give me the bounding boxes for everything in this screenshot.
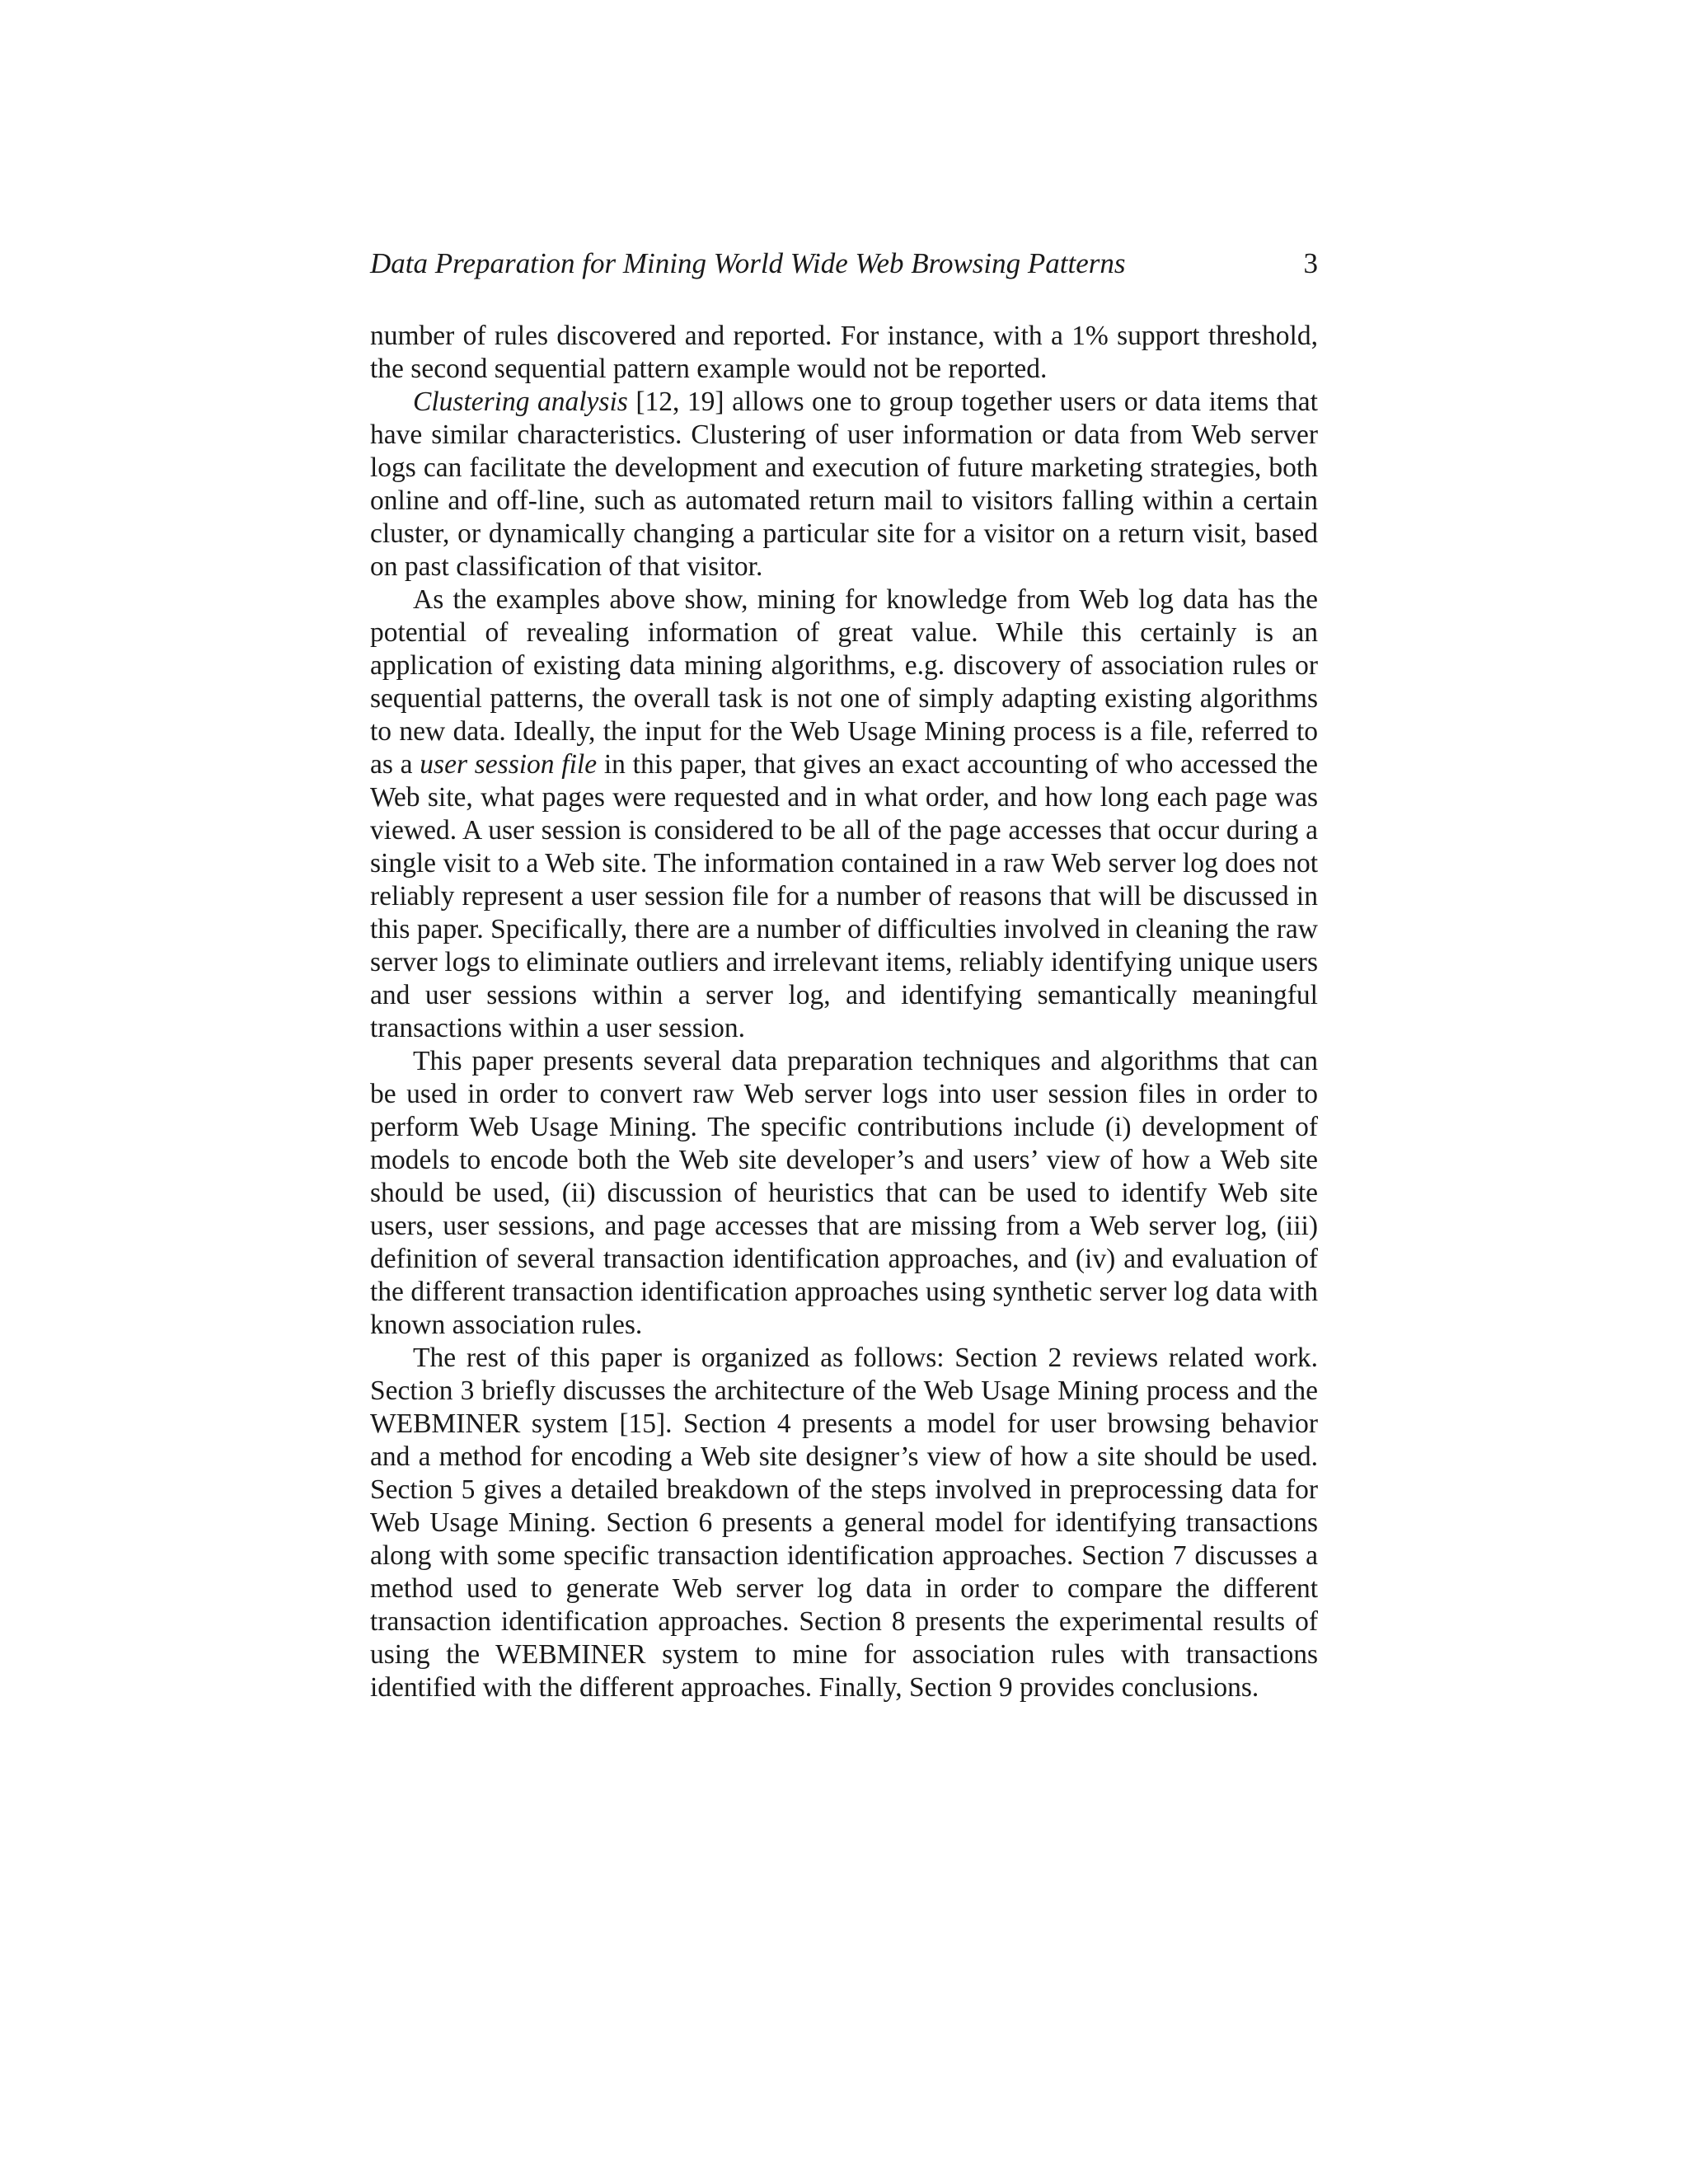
paragraph-4: This paper presents several data preparation techniques and algorithms that can be used in order to convert raw Web server logs into user session files in order to perform Web Usage Mining. The specific contributions include (i) development of models to encode both the Web site developer’s and users’ view of how a Web site should be used, (ii) discussion of heuristics that can be used to identify Web site users, user sessions, and page accesses that are missing from a Web server log, (iii) definition of several transaction identification approaches, and (iv) and evaluation of the different transaction identification approaches using synthetic server log data with known association rules. xyxy=(370,1046,1318,1340)
paragraph-3-text-after: in this paper, that gives an exact accounting of who accessed the Web site, what pages were requested and in what order, and how long each page was viewed. A user session is considered to be all of the page accesses that occur during a single visit to a Web site. The information contained in a raw Web server log does not reliably represent a user session file for a number of reasons that will be discussed in this paper. Specifically, there are a number of difficulties involved in cleaning the raw server logs to eliminate outliers and irrelevant items, reliably identifying unique users and user sessions within a server log, and identifying semantically meaningful transactions within a user session. xyxy=(370,749,1318,1043)
term-clustering-analysis: Clustering analysis xyxy=(413,387,628,417)
paragraph-2 xyxy=(370,386,1318,583)
term-user-session-file: user session file xyxy=(420,749,598,780)
page-number: 3 xyxy=(1303,247,1318,279)
paragraph-2-text: [12, 19] allows one to group together users or data items that have similar characteristics. Clustering of user information or data from Web server logs can facilitate the development and execution of future marketing strategies, both online and off-line, such as automated return mail to visitors falling within a certain cluster, or dynamically changing a particular site for a visitor on a return visit, based on past classification of that visitor. xyxy=(370,387,1318,582)
running-title: Data Preparation for Mining World Wide Web Browsing Patterns xyxy=(370,247,1126,279)
body-text xyxy=(370,320,1318,1704)
paragraph-3-text-before: As the examples above show, mining for knowledge from Web log data has the potential of revealing information of great value. While this certainly is an application of existing data mining algorithms, e.g. discovery of association rules or sequential patterns, the overall task is not one of simply adapting existing algorithms to new data. Ideally, the input for the Web Usage Mining process is a file, referred to as a xyxy=(370,584,1318,780)
running-head xyxy=(370,244,1318,284)
paragraph-3 xyxy=(370,583,1318,1045)
paragraph-1: number of rules discovered and reported. For instance, with a 1% support threshold, the second sequential pattern example would not be reported. xyxy=(370,321,1318,384)
paragraph-5: The rest of this paper is organized as follows: Section 2 reviews related work. Section 3 briefly discusses the architecture of the Web Usage Mining process and the WEBMINER system [15]. Section 4 presents a model for user browsing behavior and a method for encoding a Web site designer’s view of how a site should be used. Section 5 gives a detailed breakdown of the steps involved in preprocessing data for Web Usage Mining. Section 6 presents a general model for identifying transactions along with some specific transaction identification approaches. Section 7 discusses a method used to generate Web server log data in order to compare the different transaction identification approaches. Section 8 presents the experimental results of using the WEBMINER system to mine for association rules with transactions identified with the different approaches. Finally, Section 9 provides conclusions. xyxy=(370,1343,1318,1703)
